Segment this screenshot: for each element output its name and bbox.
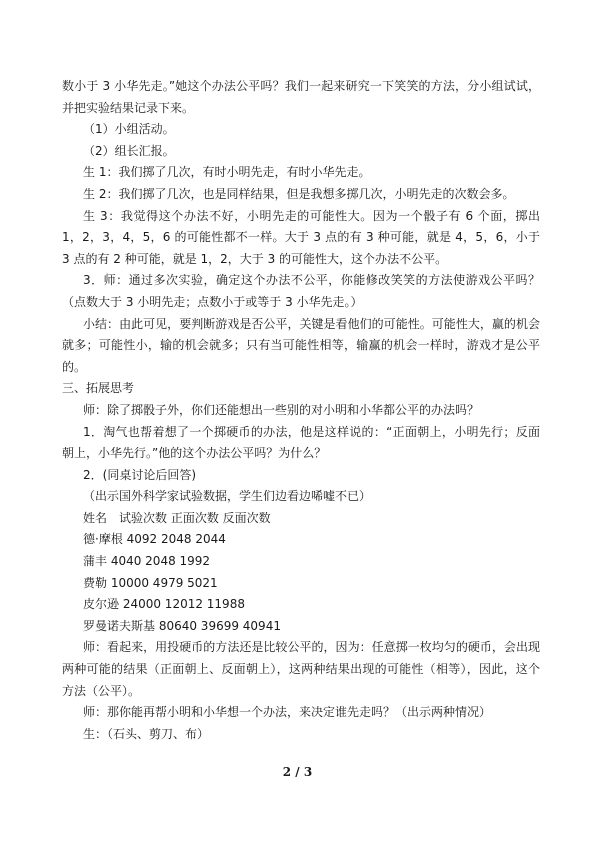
data-table-row: 德·摩根 4092 2048 2044 xyxy=(83,532,226,547)
data-table-row: 罗曼诺夫斯基 80640 39699 40941 xyxy=(83,618,281,633)
paragraph: 小结：由此可见，要判断游戏是否公平，关键是看他们的可能性。可能性大，赢的机会就多；可能性小，输的机会就多；只有当可能性相等，输赢的机会一样时，游戏才是公平的。 xyxy=(62,316,540,374)
paragraph: 生：（石头、剪刀、布） xyxy=(83,726,210,741)
paragraph: （1）小组活动。 xyxy=(83,122,175,137)
paragraph: 师：那你能再帮小明和小华想一个办法，来决定谁先走吗？（出示两种情况） xyxy=(83,705,492,720)
paragraph: （出示国外科学家试验数据，学生们边看边唏嘘不已） xyxy=(83,489,372,504)
section-heading: 三、拓展思考 xyxy=(62,381,135,396)
data-table-row: 费勒 10000 4979 5021 xyxy=(83,575,218,590)
paragraph: 3．师：通过多次实验，确定这个办法不公平，你能修改笑笑的方法使游戏公平吗？（点数大于 3 小明先走；点数小于或等于 3 小华先走。） xyxy=(62,273,540,309)
paragraph: 生 1：我们掷了几次，有时小明先走，有时小华先走。 xyxy=(83,165,371,180)
data-table-header: 姓名 试验次数 正面次数 反面次数 xyxy=(83,510,271,525)
document-body xyxy=(62,76,540,745)
paragraph: 2．(同桌讨论后回答) xyxy=(83,467,196,482)
paragraph: 数小于 3 小华先走。”她这个办法公平吗？我们一起来研究一下笑笑的方法，分小组试试，并把实验结果记录下来。 xyxy=(62,79,540,115)
paragraph: 师：除了掷骰子外，你们还能想出一些别的对小明和小华都公平的办法吗？ xyxy=(83,402,480,417)
data-table-row: 皮尔逊 24000 12012 11988 xyxy=(83,597,245,612)
data-table-row: 蒲丰 4040 2048 1992 xyxy=(83,554,211,569)
paragraph: （2）组长汇报。 xyxy=(83,143,175,158)
paragraph: 生 3：我觉得这个办法不好，小明先走的可能性大。因为一个骰子有 6 个面，掷出 1，2，3，4，5，6 的可能性都不一样。大于 3 点的有 3 种可能，就是 4，5，6，小于 3 点的有 2 种可能，就是 1，2，大于 3 的可能性大，这个办法不公平。 xyxy=(62,208,540,266)
paragraph: 1．淘气也帮着想了一个掷硬币的办法，他是这样说的：“正面朝上，小明先行；反面朝上，小华先行。”他的这个办法公平吗？为什么？ xyxy=(62,424,540,461)
paragraph: 生 2：我们掷了几次，也是同样结果，但是我想多掷几次，小明先走的次数会多。 xyxy=(83,186,515,201)
page-number: 2 / 3 xyxy=(282,765,313,779)
paragraph: 师：看起来，用投硬币的方法还是比较公平的，因为：任意掷一枚均匀的硬币，会出现两种可能的结果（正面朝上、反面朝上），这两种结果出现的可能性（相等），因此，这个方法（公平）。 xyxy=(62,640,540,698)
